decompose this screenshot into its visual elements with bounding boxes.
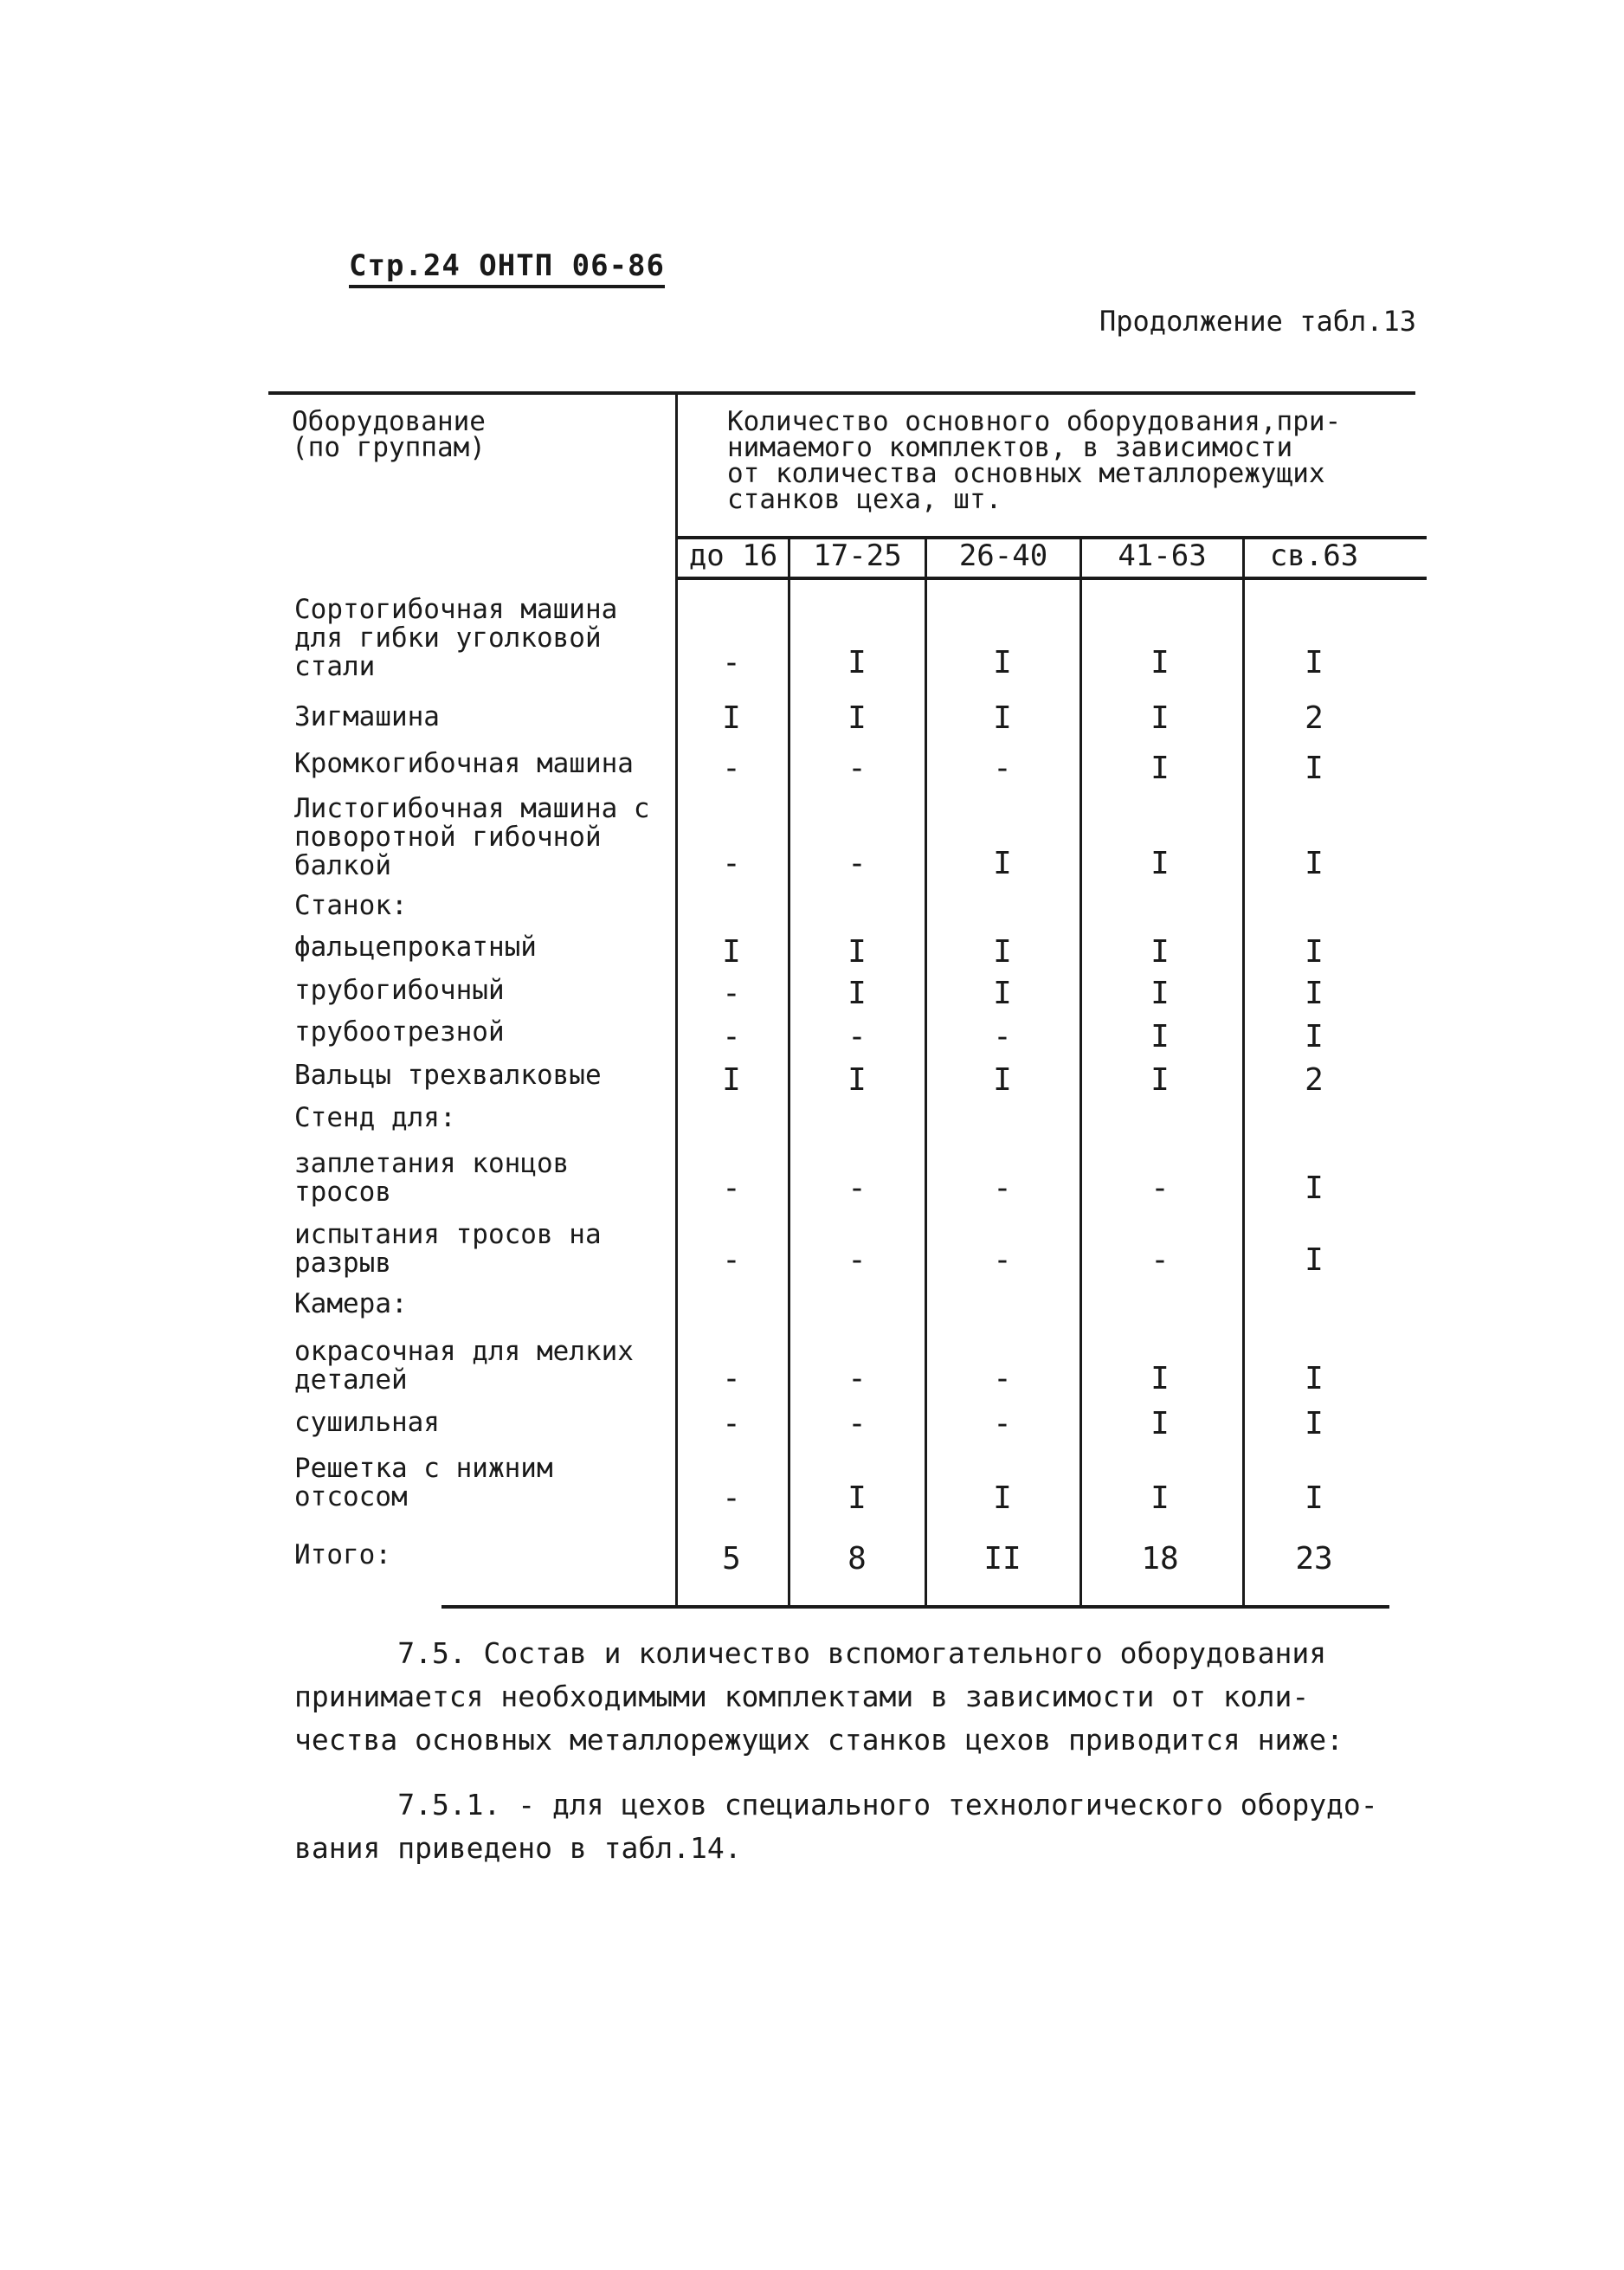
column-label-3: 26-40 xyxy=(958,538,1048,573)
row-value: - xyxy=(847,1170,867,1206)
row-value: I xyxy=(1150,934,1170,970)
row-value: I xyxy=(993,1480,1012,1516)
row-label: Итого: xyxy=(294,1539,391,1570)
row-label: Кромкогибочная машина xyxy=(294,748,634,779)
row-value: I xyxy=(1305,751,1324,786)
row-value: I xyxy=(1305,976,1324,1011)
row-label: заплетания концов тросов xyxy=(294,1148,570,1208)
row-label: Станок: xyxy=(294,890,408,921)
row-value: - xyxy=(722,1170,741,1206)
row-value: I xyxy=(1305,1406,1324,1441)
paragraph-7-5: 7.5. Состав и количество вспомогательного оборудования принимается необходимыми комплектами в зависимости от коли- чества основных металлорежущих станков цехов приводится ниже: xyxy=(294,1636,1344,1757)
row-value: - xyxy=(847,751,867,786)
column-label-1: до 16 xyxy=(688,538,778,573)
table-divider-3 xyxy=(1079,538,1082,1605)
row-value: I xyxy=(847,645,867,680)
row-value: 2 xyxy=(1305,1062,1324,1098)
row-label: Стенд для: xyxy=(294,1102,456,1133)
row-value: I xyxy=(1150,751,1170,786)
row-value: - xyxy=(722,846,741,881)
row-value: I xyxy=(722,700,741,736)
table-divider-main xyxy=(675,394,678,1605)
row-value: I xyxy=(847,934,867,970)
row-value: - xyxy=(722,645,741,680)
row-value: I xyxy=(1305,1242,1324,1278)
row-value: I xyxy=(1305,934,1324,970)
row-value: - xyxy=(1150,1170,1170,1206)
table-divider-2 xyxy=(925,538,927,1605)
row-value: - xyxy=(993,1361,1012,1396)
column-label-2: 17-25 xyxy=(813,538,902,573)
row-value: I xyxy=(1150,846,1170,881)
table-top-rule xyxy=(268,391,1415,395)
row-value: I xyxy=(993,700,1012,736)
row-value: I xyxy=(847,1062,867,1098)
row-value: I xyxy=(1305,846,1324,881)
row-label: Камера: xyxy=(294,1288,408,1319)
row-value: I xyxy=(1305,1019,1324,1054)
row-value: - xyxy=(993,1406,1012,1441)
row-label: трубоотрезной xyxy=(294,1016,505,1048)
table-continuation-label: Продолжение табл.13 xyxy=(1099,305,1417,338)
row-value: 8 xyxy=(847,1541,867,1577)
page-code: Стр.24 ОНТП 06-86 xyxy=(349,248,665,288)
row-value: 5 xyxy=(722,1541,741,1577)
row-value: - xyxy=(722,1406,741,1441)
row-value: I xyxy=(993,976,1012,1011)
row-value: - xyxy=(993,751,1012,786)
row-value: - xyxy=(847,1361,867,1396)
row-value: I xyxy=(1150,1406,1170,1441)
row-value: 18 xyxy=(1141,1541,1179,1577)
row-label: сушильная xyxy=(294,1407,440,1438)
row-value: 2 xyxy=(1305,700,1324,736)
row-value: I xyxy=(1150,976,1170,1011)
row-value: - xyxy=(993,1019,1012,1054)
row-value: - xyxy=(722,1019,741,1054)
row-value: I xyxy=(722,934,741,970)
row-value: I xyxy=(847,976,867,1011)
row-label: Сортогибочная машина для гибки уголковой стали xyxy=(294,594,618,682)
row-value: I xyxy=(847,1480,867,1516)
row-label: испытания тросов на разрыв xyxy=(294,1219,602,1279)
row-value: - xyxy=(722,1361,741,1396)
column-label-5: св.63 xyxy=(1269,538,1359,573)
row-label: окрасочная для мелких деталей xyxy=(294,1336,634,1396)
row-value: I xyxy=(722,1062,741,1098)
row-label: Вальцы трехвалковые xyxy=(294,1060,602,1091)
table-divider-4 xyxy=(1242,538,1245,1605)
row-value: I xyxy=(1305,1170,1324,1206)
row-value: - xyxy=(722,751,741,786)
row-label: Зигмашина xyxy=(294,701,440,732)
header-quantity: Количество основного оборудования,при- нимаемого комплектов, в зависимости от количества основных металлорежущих станков цеха, шт. xyxy=(727,406,1342,515)
column-label-4: 41-63 xyxy=(1118,538,1207,573)
row-value: II xyxy=(983,1541,1021,1577)
row-value: I xyxy=(847,700,867,736)
row-value: I xyxy=(1150,700,1170,736)
table-bottom-rule xyxy=(441,1605,1389,1609)
row-value: - xyxy=(847,1406,867,1441)
row-value: 23 xyxy=(1295,1541,1333,1577)
row-value: I xyxy=(993,1062,1012,1098)
row-value: I xyxy=(993,934,1012,970)
row-value: I xyxy=(1150,1480,1170,1516)
table-divider-1 xyxy=(788,538,790,1605)
header-equipment: Оборудование (по группам) xyxy=(292,406,486,463)
row-value: - xyxy=(847,1019,867,1054)
row-value: - xyxy=(847,846,867,881)
row-value: - xyxy=(993,1170,1012,1206)
row-value: I xyxy=(1150,1062,1170,1098)
row-label: трубогибочный xyxy=(294,975,505,1006)
row-value: I xyxy=(1305,1480,1324,1516)
row-value: - xyxy=(1150,1242,1170,1278)
row-value: - xyxy=(722,976,741,1011)
row-value: I xyxy=(993,846,1012,881)
row-value: - xyxy=(722,1242,741,1278)
row-label: Листогибочная машина с поворотной гибочной балкой xyxy=(294,793,650,881)
row-label: Решетка с нижним отсосом xyxy=(294,1453,553,1512)
row-value: - xyxy=(847,1242,867,1278)
row-value: I xyxy=(993,645,1012,680)
row-value: I xyxy=(1150,645,1170,680)
row-value: I xyxy=(1150,1361,1170,1396)
row-value: - xyxy=(993,1242,1012,1278)
row-value: - xyxy=(722,1480,741,1516)
row-value: I xyxy=(1150,1019,1170,1054)
paragraph-7-5-1: 7.5.1. - для цехов специального технологического оборудо- вания приведено в табл.14. xyxy=(294,1788,1378,1865)
row-label: фальцепрокатный xyxy=(294,932,537,963)
row-value: I xyxy=(1305,645,1324,680)
row-value: I xyxy=(1305,1361,1324,1396)
